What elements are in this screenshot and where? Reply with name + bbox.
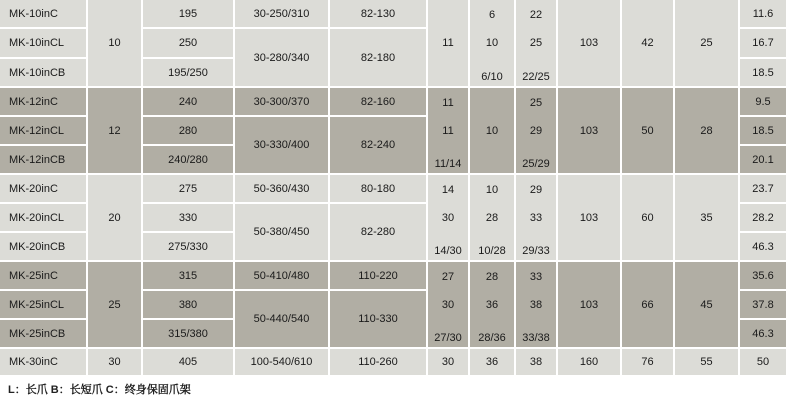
range-a-cell: 30-280/340 — [235, 29, 328, 86]
model-number-cell: 30 — [88, 349, 141, 375]
range-b-cell: 80-180 — [330, 175, 426, 202]
col11-cell: 35 — [675, 175, 738, 260]
weight-cell: 37.8 — [740, 291, 786, 318]
capacity-cell: 330 — [143, 204, 233, 231]
col6-value: 11/14 — [434, 158, 462, 170]
model-number-cell: 10 — [88, 0, 141, 86]
model-name-cell: MK-12inCB — [0, 146, 86, 173]
col9-cell: 160 — [558, 349, 620, 375]
col11-cell: 25 — [675, 0, 738, 86]
col6-value: 14 — [441, 184, 455, 196]
col6-value: 11 — [442, 124, 454, 137]
model-number-cell: 12 — [88, 88, 141, 173]
capacity-cell: 380 — [143, 291, 233, 318]
range-b-cell: 82-130 — [330, 0, 426, 27]
col8-value: 33/38 — [522, 332, 550, 344]
range-a-cell: 30-330/400 — [235, 117, 328, 173]
col7-value: 28 — [485, 211, 499, 224]
model-name-cell: MK-25inCB — [0, 320, 86, 347]
col8-value: 33 — [529, 211, 543, 224]
capacity-cell: 275/330 — [143, 233, 233, 260]
col9-cell: 103 — [558, 175, 620, 260]
col9-cell: 103 — [558, 262, 620, 347]
range-b-cell: 82-280 — [330, 204, 426, 260]
capacity-cell: 250 — [143, 29, 233, 57]
col7-cell: 10 — [470, 88, 514, 173]
col8-value: 29 — [529, 124, 543, 137]
weight-cell: 16.7 — [740, 29, 786, 57]
model-name-cell: MK-30inC — [0, 349, 86, 375]
weight-cell: 11.6 — [740, 0, 786, 27]
footer-legend: L：长爪 B：长短爪 C：终身保固爪架 — [8, 384, 191, 396]
col10-cell: 42 — [622, 0, 673, 86]
col8-value: 22 — [529, 9, 543, 21]
col10-cell: 66 — [622, 262, 673, 347]
range-a-cell: 50-440/540 — [235, 291, 328, 347]
model-name-cell: MK-10inCB — [0, 59, 86, 86]
weight-cell: 23.7 — [740, 175, 786, 202]
range-a-cell: 50-410/480 — [235, 262, 328, 289]
col7-cell: 36 — [470, 349, 514, 375]
weight-cell: 9.5 — [740, 88, 786, 115]
col7-value: 36 — [485, 298, 499, 311]
col6-value: 27/30 — [434, 332, 462, 344]
capacity-cell: 240 — [143, 88, 233, 115]
range-a-cell: 30-300/370 — [235, 88, 328, 115]
col10-cell: 60 — [622, 175, 673, 260]
col7-value: 6 — [488, 9, 496, 21]
model-name-cell: MK-10inCL — [0, 29, 86, 57]
col7-value: 10/28 — [478, 245, 506, 257]
col8-value: 33 — [529, 271, 543, 283]
capacity-cell: 240/280 — [143, 146, 233, 173]
col7-value: 28/36 — [478, 332, 506, 344]
weight-cell: 50 — [740, 349, 786, 375]
col9-cell: 103 — [558, 88, 620, 173]
col8-value: 29/33 — [522, 245, 550, 257]
range-b-cell: 82-160 — [330, 88, 426, 115]
capacity-cell: 315/380 — [143, 320, 233, 347]
col7-value: 28 — [485, 271, 499, 283]
model-name-cell: MK-25inCL — [0, 291, 86, 318]
col6-value: 30 — [441, 298, 455, 311]
capacity-cell: 275 — [143, 175, 233, 202]
weight-cell: 35.6 — [740, 262, 786, 289]
col7-value: 10 — [485, 37, 499, 49]
weight-cell: 18.5 — [740, 59, 786, 86]
range-a-cell: 50-360/430 — [235, 175, 328, 202]
model-number-cell: 20 — [88, 175, 141, 260]
col6-cell: 11 — [428, 0, 468, 86]
weight-cell: 28.2 — [740, 204, 786, 231]
model-name-cell: MK-12inCL — [0, 117, 86, 144]
model-number-cell: 25 — [88, 262, 141, 347]
weight-cell: 18.5 — [740, 117, 786, 144]
col8-value: 25/29 — [522, 158, 550, 170]
col10-cell: 76 — [622, 349, 673, 375]
col8-value: 25 — [529, 37, 543, 49]
weight-cell: 20.1 — [740, 146, 786, 173]
range-b-cell: 110-330 — [330, 291, 426, 347]
col7-value: 10 — [485, 184, 499, 196]
range-a-cell: 50-380/450 — [235, 204, 328, 260]
range-b-cell: 82-180 — [330, 29, 426, 86]
model-name-cell: MK-20inCB — [0, 233, 86, 260]
range-b-cell: 110-220 — [330, 262, 426, 289]
col9-cell: 103 — [558, 0, 620, 86]
col6-value: 27 — [441, 271, 455, 283]
col10-cell: 50 — [622, 88, 673, 173]
model-name-cell: MK-25inC — [0, 262, 86, 289]
model-name-cell: MK-20inCL — [0, 204, 86, 231]
range-a-cell: 100-540/610 — [235, 349, 328, 375]
col8-value: 38 — [529, 298, 543, 311]
range-a-cell: 30-250/310 — [235, 0, 328, 27]
weight-cell: 46.3 — [740, 320, 786, 347]
capacity-cell: 195/250 — [143, 59, 233, 86]
col7-value: 6/10 — [481, 71, 503, 83]
capacity-cell: 280 — [143, 117, 233, 144]
col8-value: 29 — [529, 184, 543, 196]
col11-cell: 45 — [675, 262, 738, 347]
range-b-cell: 82-240 — [330, 117, 426, 173]
model-name-cell: MK-12inC — [0, 88, 86, 115]
col11-cell: 55 — [675, 349, 738, 375]
capacity-cell: 195 — [143, 0, 233, 27]
range-b-cell: 110-260 — [330, 349, 426, 375]
weight-cell: 46.3 — [740, 233, 786, 260]
capacity-cell: 315 — [143, 262, 233, 289]
capacity-cell: 405 — [143, 349, 233, 375]
col8-value: 25 — [529, 97, 543, 109]
model-name-cell: MK-20inC — [0, 175, 86, 202]
col6-value: 11 — [442, 97, 454, 109]
col6-value: 30 — [441, 211, 455, 224]
col6-value: 14/30 — [434, 245, 462, 257]
col8-cell: 38 — [516, 349, 556, 375]
col6-cell: 30 — [428, 349, 468, 375]
col11-cell: 28 — [675, 88, 738, 173]
col8-value: 22/25 — [522, 71, 550, 83]
model-name-cell: MK-10inC — [0, 0, 86, 27]
